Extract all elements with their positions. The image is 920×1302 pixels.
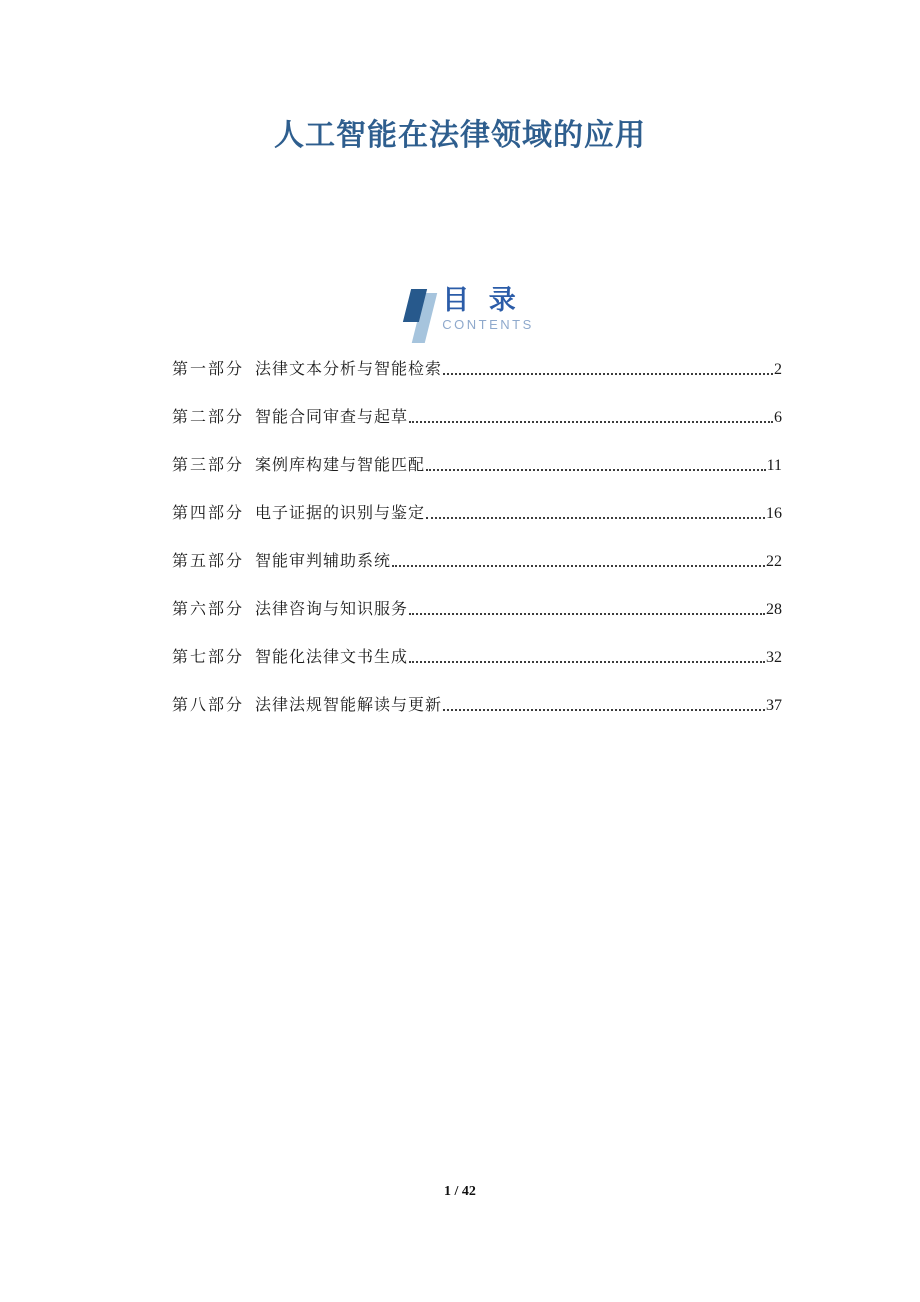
- toc-entry[interactable]: [172, 696, 782, 744]
- toc-entry-label: 第五部分: [172, 553, 245, 570]
- toc-entry-title: 法律法规智能解读与更新: [255, 697, 443, 714]
- toc-entry[interactable]: [172, 552, 782, 600]
- toc-slanted-bars-icon: [402, 285, 442, 347]
- toc-header: [8, 285, 920, 347]
- toc-entry[interactable]: [172, 504, 782, 552]
- toc-leader-dots: [443, 696, 765, 711]
- toc-leader-dots: [426, 456, 766, 471]
- toc-entry-page: 16: [766, 505, 782, 522]
- toc-entry[interactable]: [172, 360, 782, 408]
- toc-entry-title: 智能化法律文书生成: [255, 649, 409, 666]
- toc-entry-title: 电子证据的识别与鉴定: [255, 505, 426, 522]
- footer-page-indicator: 1 / 42: [444, 1184, 476, 1199]
- toc-entry-page: 28: [766, 601, 782, 618]
- document-title: 人工智能在法律领域的应用: [274, 119, 646, 152]
- toc-entry-page: 37: [766, 697, 782, 714]
- toc-leader-dots: [426, 504, 765, 519]
- toc-entry-label: 第二部分: [172, 409, 245, 426]
- toc-entry-title: 案例库构建与智能匹配: [255, 457, 426, 474]
- toc-entry-label: 第七部分: [172, 649, 245, 666]
- toc-heading-block: [442, 285, 534, 332]
- toc-subheading: CONTENTS: [442, 317, 534, 333]
- toc-entry-page: 6: [774, 409, 782, 426]
- toc-entry-title: 智能合同审查与起草: [255, 409, 409, 426]
- toc-heading: 目 录: [442, 285, 522, 315]
- toc-entry-title: 法律文本分析与智能检索: [255, 361, 443, 378]
- toc-entry[interactable]: [172, 600, 782, 648]
- toc-entry-label: 第八部分: [172, 697, 245, 714]
- toc-leader-dots: [392, 552, 765, 567]
- page-footer: [0, 1184, 920, 1200]
- toc-entry-page: 2: [774, 361, 782, 378]
- toc-entry-page: 11: [766, 457, 782, 474]
- toc-entry-title: 智能审判辅助系统: [255, 553, 392, 570]
- toc-entry[interactable]: [172, 648, 782, 696]
- toc-entry-title: 法律咨询与知识服务: [255, 601, 409, 618]
- toc-entry[interactable]: [172, 456, 782, 504]
- toc-entry[interactable]: [172, 408, 782, 456]
- toc-entry-label: 第三部分: [172, 457, 245, 474]
- toc-entry-label: 第六部分: [172, 601, 245, 618]
- toc-entry-page: 32: [766, 649, 782, 666]
- toc-entry-label: 第四部分: [172, 505, 245, 522]
- toc-entry-label: 第一部分: [172, 361, 245, 378]
- toc-leader-dots: [409, 408, 773, 423]
- toc-list: [172, 360, 782, 744]
- toc-leader-dots: [443, 360, 773, 375]
- toc-entry-page: 22: [766, 553, 782, 570]
- toc-leader-dots: [409, 600, 765, 615]
- toc-leader-dots: [409, 648, 765, 663]
